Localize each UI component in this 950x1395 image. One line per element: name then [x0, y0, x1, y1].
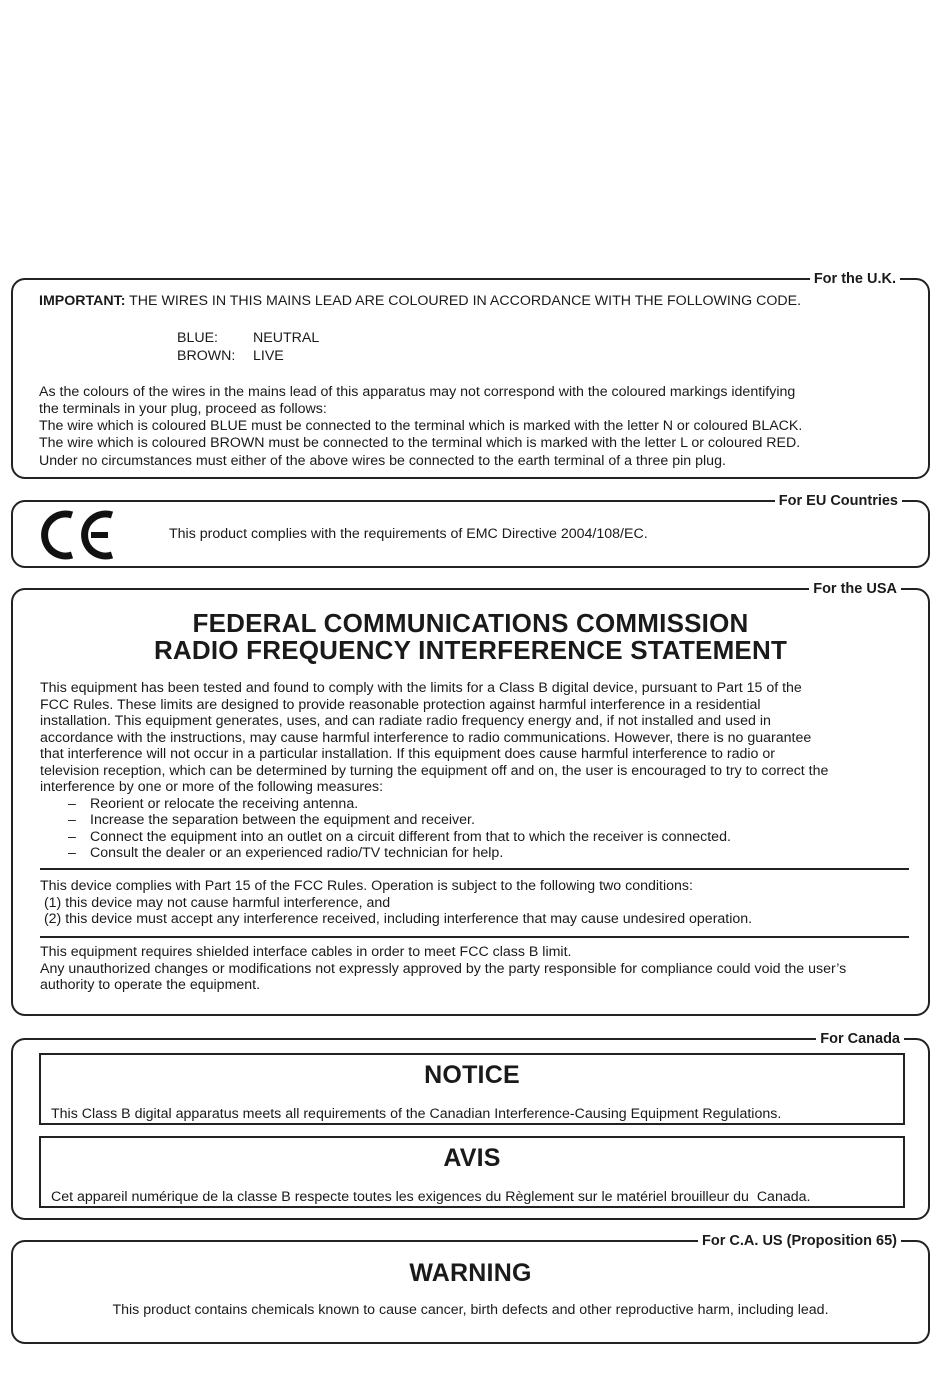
prop65-label: For C.A. US (Proposition 65)	[698, 1231, 901, 1251]
notice-title: NOTICE	[424, 1061, 520, 1089]
shielded-line: Any unauthorized changes or modifications not expressly approved by the party responsible for compliance could void the user’s	[40, 961, 847, 977]
uk-line: the terminals in your plug, proceed as follows:	[39, 401, 327, 417]
measure-dash: –	[68, 812, 76, 828]
code-blue-meaning: NEUTRAL	[253, 330, 320, 346]
important-text: THE WIRES IN THIS MAINS LEAD ARE COLOURED IN ACCORDANCE WITH THE FOLLOWING CODE.	[125, 293, 802, 309]
shielded-line: authority to operate the equipment.	[40, 977, 261, 993]
uk-line: Under no circumstances must either of the above wires be connected to the earth terminal of a three pin plug.	[39, 453, 726, 469]
ce-mark-icon	[38, 507, 116, 563]
avis-title: AVIS	[443, 1144, 501, 1172]
fcc-paragraph-line: This equipment has been tested and found to comply with the limits for a Class B digital device, pursuant to Part 15 of the	[40, 680, 802, 696]
uk-line: The wire which is coloured BLUE must be connected to the terminal which is marked with the letter N or coloured BLACK.	[39, 418, 803, 434]
fcc-paragraph-line: installation. This equipment generates, uses, and can radiate radio frequency energy and, if not installed and used in	[40, 713, 771, 729]
code-brown-meaning: LIVE	[253, 348, 284, 364]
uk-line: The wire which is coloured BROWN must be connected to the terminal which is marked with the letter L or coloured RED.	[39, 435, 801, 451]
usa-label: For the USA	[809, 579, 901, 599]
uk-section	[11, 271, 930, 479]
measure-dash: –	[68, 796, 76, 812]
divider	[40, 868, 909, 870]
important-label: IMPORTANT:	[39, 293, 126, 309]
fcc-title: FEDERAL COMMUNICATIONS COMMISSION	[192, 608, 749, 638]
eu-section	[11, 493, 930, 568]
notice-box	[39, 1053, 905, 1125]
fcc-paragraph-line: interference by one or more of the following measures:	[40, 779, 384, 795]
eu-label: For EU Countries	[775, 491, 902, 511]
measure-item: Connect the equipment into an outlet on a circuit different from that to which the receiver is connected.	[90, 829, 731, 845]
avis-text: Cet appareil numérique de la classe B respecte toutes les exigences du Règlement sur le matériel brouilleur du Canada.	[51, 1189, 811, 1205]
usa-section	[11, 581, 930, 1016]
avis-box	[39, 1136, 905, 1208]
code-brown-color: BROWN:	[177, 348, 236, 364]
divider	[40, 936, 909, 938]
canada-section	[11, 1031, 930, 1220]
canada-label: For Canada	[816, 1029, 904, 1049]
measure-item: Increase the separation between the equipment and receiver.	[90, 812, 475, 828]
code-blue-color: BLUE:	[177, 330, 219, 346]
prop65-section	[11, 1233, 930, 1344]
fcc-paragraph-line: FCC Rules. These limits are designed to provide reasonable protection against harmful interference in a residential	[40, 697, 761, 713]
fcc-paragraph-line: television reception, which can be determined by turning the equipment off and on, the user is encouraged to try to correct the	[40, 763, 829, 779]
measure-item: Reorient or relocate the receiving antenna.	[90, 796, 359, 812]
measure-dash: –	[68, 829, 76, 845]
fcc-paragraph-line: accordance with the instructions, may cause harmful interference to radio communications. However, there is no guarantee	[40, 730, 812, 746]
uk-important-line	[39, 293, 801, 310]
warning-text: This product contains chemicals known to cause cancer, birth defects and other reproductive harm, including lead.	[112, 1302, 829, 1318]
warning-title: WARNING	[409, 1259, 532, 1287]
part15-line: This device complies with Part 15 of the FCC Rules. Operation is subject to the following two conditions:	[40, 878, 693, 894]
part15-line: (1) this device may not cause harmful interference, and	[40, 895, 391, 911]
uk-line: As the colours of the wires in the mains lead of this apparatus may not correspond with the coloured markings identifying	[39, 384, 796, 400]
notice-text: This Class B digital apparatus meets all requirements of the Canadian Interference-Causing Equipment Regulations.	[51, 1106, 782, 1122]
eu-text: This product complies with the requirements of EMC Directive 2004/108/EC.	[169, 526, 648, 542]
rfi-title: RADIO FREQUENCY INTERFERENCE STATEMENT	[153, 635, 788, 665]
shielded-line: This equipment requires shielded interface cables in order to meet FCC class B limit.	[40, 944, 572, 960]
measure-item: Consult the dealer or an experienced radio/TV technician for help.	[90, 845, 504, 861]
uk-label: For the U.K.	[810, 269, 900, 289]
part15-line: (2) this device must accept any interference received, including interference that may cause undesired operation.	[40, 911, 753, 927]
measure-dash: –	[68, 845, 76, 861]
fcc-paragraph-line: that interference will not occur in a particular installation. If this equipment does cause harmful interference to radio or	[40, 746, 775, 762]
